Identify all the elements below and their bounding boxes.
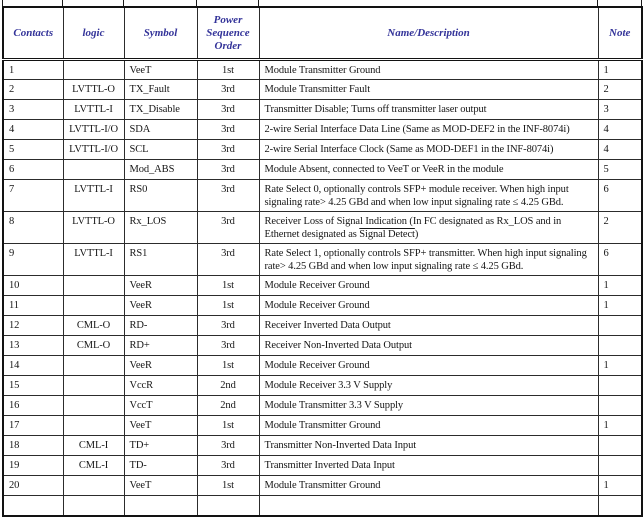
order-cell: 1st — [197, 276, 259, 296]
note-cell: 1 — [598, 276, 642, 296]
note-cell: 4 — [598, 140, 642, 160]
contact-cell: 7 — [3, 180, 63, 212]
symbol-cell: VeeR — [124, 356, 197, 376]
partial-row-cell — [63, 496, 124, 516]
logic-cell — [63, 356, 124, 376]
contact-cell: 8 — [3, 212, 63, 244]
note-cell: 1 — [598, 296, 642, 316]
header-contacts: Contacts — [3, 7, 63, 60]
header-name-description: Name/Description — [259, 7, 598, 60]
order-cell: 3rd — [197, 212, 259, 244]
contact-cell: 19 — [3, 456, 63, 476]
note-cell: 1 — [598, 60, 642, 80]
table-row — [3, 160, 642, 180]
note-cell — [598, 436, 642, 456]
logic-cell — [63, 296, 124, 316]
symbol-cell: TD- — [124, 456, 197, 476]
description-cell: Receiver Loss of Signal Indication (In FC designated as Rx_LOS and in Ethernet designated as Signal Detect) — [259, 212, 598, 244]
order-cell: 1st — [197, 296, 259, 316]
table-row — [3, 476, 642, 496]
table-row — [3, 276, 642, 296]
description-cell: 2-wire Serial Interface Clock (Same as MOD-DEF1 in the INF-8074i) — [259, 140, 598, 160]
order-cell: 2nd — [197, 376, 259, 396]
note-cell: 1 — [598, 416, 642, 436]
symbol-cell: VeeT — [124, 416, 197, 436]
table-row — [3, 436, 642, 456]
contact-cell: 12 — [3, 316, 63, 336]
order-cell: 3rd — [197, 80, 259, 100]
description-cell: Module Absent, connected to VeeT or VeeR in the module — [259, 160, 598, 180]
logic-cell: LVTTL-O — [63, 212, 124, 244]
logic-cell: LVTTL-I/O — [63, 140, 124, 160]
order-cell: 3rd — [197, 140, 259, 160]
table-row — [3, 244, 642, 276]
header-note: Note — [598, 7, 642, 60]
description-cell: Receiver Non-Inverted Data Output — [259, 336, 598, 356]
partial-row-cell — [598, 496, 642, 516]
description-cell: Transmitter Inverted Data Input — [259, 456, 598, 476]
table-row — [3, 416, 642, 436]
description-cell: Module Receiver Ground — [259, 296, 598, 316]
logic-cell: CML-O — [63, 316, 124, 336]
note-cell: 5 — [598, 160, 642, 180]
table-row — [3, 120, 642, 140]
order-cell: 3rd — [197, 120, 259, 140]
symbol-cell: VccT — [124, 396, 197, 416]
order-cell: 1st — [197, 60, 259, 80]
logic-cell: LVTTL-O — [63, 80, 124, 100]
table-row — [3, 356, 642, 376]
symbol-cell: TX_Fault — [124, 80, 197, 100]
contact-cell: 11 — [3, 296, 63, 316]
logic-cell: LVTTL-I/O — [63, 120, 124, 140]
note-cell: 2 — [598, 80, 642, 100]
logic-cell: LVTTL-I — [63, 180, 124, 212]
order-cell: 3rd — [197, 100, 259, 120]
note-cell: 4 — [598, 120, 642, 140]
description-cell: Module Transmitter Ground — [259, 476, 598, 496]
contact-cell: 17 — [3, 416, 63, 436]
order-cell: 3rd — [197, 336, 259, 356]
partial-row-cell — [124, 496, 197, 516]
order-cell: 1st — [197, 356, 259, 376]
symbol-cell: SCL — [124, 140, 197, 160]
contact-cell: 9 — [3, 244, 63, 276]
contact-cell: 20 — [3, 476, 63, 496]
table-row — [3, 80, 642, 100]
logic-cell — [63, 396, 124, 416]
logic-cell — [63, 416, 124, 436]
note-cell — [598, 396, 642, 416]
contact-cell: 2 — [3, 80, 63, 100]
symbol-cell: RD+ — [124, 336, 197, 356]
table-row — [3, 396, 642, 416]
note-cell: 6 — [598, 244, 642, 276]
symbol-cell: RS1 — [124, 244, 197, 276]
logic-cell: LVTTL-I — [63, 100, 124, 120]
symbol-cell: TD+ — [124, 436, 197, 456]
description-cell: Module Receiver 3.3 V Supply — [259, 376, 598, 396]
header-row — [3, 7, 642, 60]
description-cell: Transmitter Non-Inverted Data Input — [259, 436, 598, 456]
note-cell — [598, 376, 642, 396]
logic-cell — [63, 376, 124, 396]
description-cell: Module Receiver Ground — [259, 276, 598, 296]
note-cell — [598, 336, 642, 356]
note-cell: 1 — [598, 356, 642, 376]
order-cell: 1st — [197, 476, 259, 496]
order-cell: 3rd — [197, 180, 259, 212]
contact-cell: 15 — [3, 376, 63, 396]
logic-cell — [63, 60, 124, 80]
symbol-cell: VeeR — [124, 276, 197, 296]
description-cell: Rate Select 1, optionally controls SFP+ transmitter. When high input signaling rate> 4.25 GBd and when low input signaling rate ≤ 4.25 GBd. — [259, 244, 598, 276]
partial-row-cell — [197, 496, 259, 516]
header-symbol: Symbol — [124, 7, 197, 60]
table-row — [3, 456, 642, 476]
table-row — [3, 336, 642, 356]
symbol-cell: TX_Disable — [124, 100, 197, 120]
description-cell: Module Transmitter 3.3 V Supply — [259, 396, 598, 416]
note-cell: 3 — [598, 100, 642, 120]
symbol-cell: VeeR — [124, 296, 197, 316]
logic-cell — [63, 276, 124, 296]
table-row — [3, 60, 642, 80]
order-cell: 3rd — [197, 244, 259, 276]
description-cell: Receiver Inverted Data Output — [259, 316, 598, 336]
description-cell: Module Transmitter Fault — [259, 80, 598, 100]
contact-cell: 6 — [3, 160, 63, 180]
table-row — [3, 140, 642, 160]
contact-cell: 3 — [3, 100, 63, 120]
symbol-cell: VeeT — [124, 476, 197, 496]
order-cell: 3rd — [197, 316, 259, 336]
partial-next-row — [3, 496, 642, 516]
pin-definition-table — [2, 6, 643, 517]
header-logic: logic — [63, 7, 124, 60]
table-row — [3, 180, 642, 212]
symbol-cell: Rx_LOS — [124, 212, 197, 244]
table-row — [3, 296, 642, 316]
pin-table-body — [3, 60, 642, 516]
symbol-cell: VeeT — [124, 60, 197, 80]
partial-row-cell — [259, 496, 598, 516]
description-cell: Rate Select 0, optionally controls SFP+ module receiver. When high input signaling rate> 4.25 GBd and when low input signaling rate ≤ 4.25 GBd. — [259, 180, 598, 212]
contact-cell: 4 — [3, 120, 63, 140]
logic-cell: CML-I — [63, 436, 124, 456]
contact-cell: 16 — [3, 396, 63, 416]
contact-cell: 13 — [3, 336, 63, 356]
symbol-cell: RD- — [124, 316, 197, 336]
note-cell — [598, 316, 642, 336]
logic-cell: CML-O — [63, 336, 124, 356]
order-cell: 3rd — [197, 160, 259, 180]
note-cell — [598, 456, 642, 476]
symbol-cell: SDA — [124, 120, 197, 140]
note-cell: 1 — [598, 476, 642, 496]
note-cell: 6 — [598, 180, 642, 212]
table-row — [3, 212, 642, 244]
description-cell: Module Transmitter Ground — [259, 416, 598, 436]
note-cell: 2 — [598, 212, 642, 244]
order-cell: 3rd — [197, 456, 259, 476]
contact-cell: 5 — [3, 140, 63, 160]
contact-cell: 1 — [3, 60, 63, 80]
logic-cell: CML-I — [63, 456, 124, 476]
partial-row-cell — [3, 496, 63, 516]
table-row — [3, 100, 642, 120]
header-power-sequence-order: Power Sequence Order — [197, 7, 259, 60]
description-cell: Module Transmitter Ground — [259, 60, 598, 80]
table-row — [3, 316, 642, 336]
contact-cell: 10 — [3, 276, 63, 296]
logic-cell — [63, 160, 124, 180]
description-cell: Module Receiver Ground — [259, 356, 598, 376]
symbol-cell: VccR — [124, 376, 197, 396]
description-cell: Transmitter Disable; Turns off transmitter laser output — [259, 100, 598, 120]
logic-cell: LVTTL-I — [63, 244, 124, 276]
logic-cell — [63, 476, 124, 496]
order-cell: 2nd — [197, 396, 259, 416]
contact-cell: 18 — [3, 436, 63, 456]
symbol-cell: RS0 — [124, 180, 197, 212]
overlined-text: Signal Detect — [359, 229, 415, 240]
table-row — [3, 376, 642, 396]
contact-cell: 14 — [3, 356, 63, 376]
order-cell: 1st — [197, 416, 259, 436]
symbol-cell: Mod_ABS — [124, 160, 197, 180]
order-cell: 3rd — [197, 436, 259, 456]
description-cell: 2-wire Serial Interface Data Line (Same as MOD-DEF2 in the INF-8074i) — [259, 120, 598, 140]
